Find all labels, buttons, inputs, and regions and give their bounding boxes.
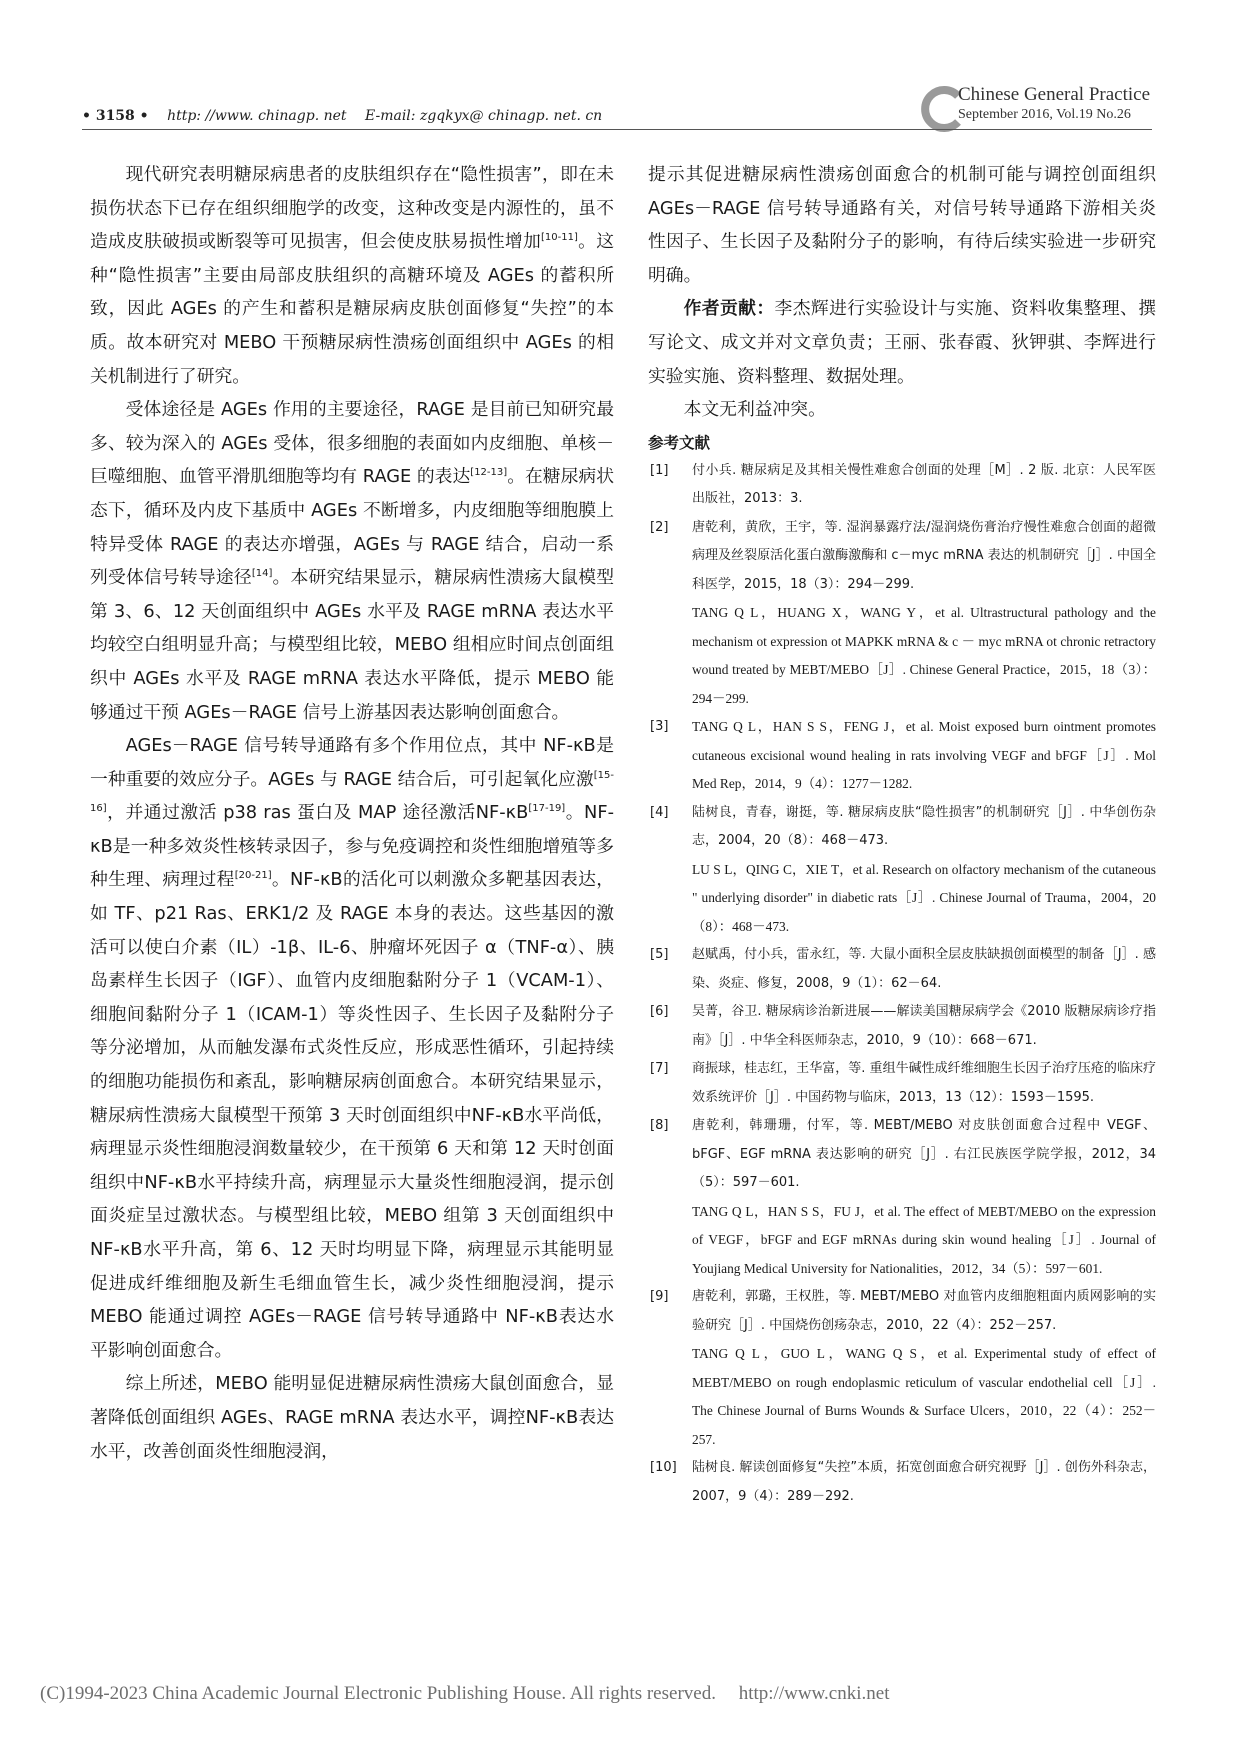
copyright-footer bbox=[40, 1683, 889, 1705]
reference-item bbox=[648, 998, 1156, 1055]
reference-chinese: 唐乾利，黄欣，王宇，等. 湿润暴露疗法/湿润烧伤膏治疗慢性难愈合创面的超微病理及丝裂原活化蛋白激酶激酶和 c－myc mRNA 表达的机制研究［J］. 中国全科医学，2015，18（3）：294－299. bbox=[692, 519, 1156, 592]
reference-list bbox=[648, 457, 1156, 1512]
reference-number: [1] bbox=[650, 462, 669, 478]
reference-chinese: 吴菁，谷卫. 糖尿病诊治新进展——解读美国糖尿病学会《2010 版糖尿病诊疗指南》［J］. 中华全科医师杂志，2010，9（10）：668－671. bbox=[692, 1004, 1156, 1048]
body-paragraph bbox=[90, 393, 614, 729]
journal-masthead bbox=[958, 84, 1150, 123]
paragraph-text: 。NF-κB的活化可以刺激众多靶基因表达，如 TF、p21 Ras、ERK1/2 及 RAGE 本身的表达。这些基因的激活可以使白介素（IL）-1β、IL-6、肿瘤坏死因子 α（TNF-α）、胰岛素样生长因子（IGF）、血管内皮细胞黏附分子 1（VCAM-1）、细胞间黏附分子 1（ICAM-1）等炎性因子、生长因子及黏附分子等分泌增加，从而触发瀑布式炎性反应，形成恶性循环，引起持续的细胞功能损伤和紊乱，影响糖尿病创面愈合。本研究结果显示，糖尿病性溃疡大鼠模型干预第 3 天时创面组织中NF-κB水平尚低，病理显示炎性细胞浸润数量较少，在干预第 6 天和第 12 天时创面组织中NF-κB水平持续升高，病理显示大量炎性细胞浸润，提示创面炎症呈过激状态。与模型组比较，MEBO 组第 3 天创面组织中NF-κB水平升高，第 6、12 天时均明显下降，病理显示其能明显促进成纤维细胞及新生毛细血管生长，减少炎性细胞浸润，提示 MEBO 能通过调控 AGEs－RAGE 信号转导通路中 NF-κB表达水平影响创面愈合。 bbox=[90, 869, 614, 1361]
contribution-text: 李杰辉进行实验设计与实施、资料收集整理、撰写论文、成文并对文章负责；王丽、张春霞、狄钾骐、李辉进行实验实施、资料整理、数据处理。 bbox=[648, 298, 1156, 387]
reference-item bbox=[648, 799, 1156, 942]
journal-issue: September 2016, Vol.19 No.26 bbox=[958, 107, 1131, 122]
paragraph-text: 。NF-κB是一种多效炎性核转录因子，参与免疫调控和炎性细胞增殖等多种生理、病理过程 bbox=[90, 802, 615, 891]
reference-item bbox=[648, 941, 1156, 998]
reference-english: TANG Q L，HAN S S，FENG J，et al. Moist exposed burn ointment promotes cutaneous excisional wound healing in rats involving VEGF and bFGF［J］. Mol Med Rep，2014，9（4）：1277－1282. bbox=[692, 719, 1156, 792]
paragraph-text: 受体途径是 AGEs 作用的主要途径，RAGE 是目前已知研究最多、较为深入的 AGEs 受体，很多细胞的表面如内皮细胞、单核－巨噬细胞、血管平滑肌细胞等均有 RAGE 的表达 bbox=[90, 399, 614, 488]
reference-number: [7] bbox=[650, 1061, 669, 1077]
body-paragraph bbox=[90, 729, 614, 1367]
references-heading: 参考文献 bbox=[648, 433, 711, 452]
reference-number: [2] bbox=[650, 519, 669, 535]
reference-item bbox=[648, 1055, 1156, 1112]
paragraph-text: 。在糖尿病状态下，循环及内皮下基质中 AGEs 不断增多，内皮细胞等细胞膜上特异受体 RAGE 的表达亦增强，AGEs 与 RAGE 结合，启动一系列受体信号转导途径 bbox=[90, 466, 614, 589]
reference-english: TANG Q L，HUANG X，WANG Y，et al. Ultrastructural pathology and the mechanism ot expression ot MAPKK mRNA & c － myc mRNA ot chronic retractory wound treated by MEBT/MEBO［J］. Chinese General Practice，2015，18（3）：294－299. bbox=[692, 605, 1156, 706]
conflict-statement: 本文无利益冲突。 bbox=[683, 399, 826, 421]
paragraph-text: 。这种“隐性损害”主要由局部皮肤组织的高糖环境及 AGEs 的蓄积所致，因此 AGEs 的产生和蓄积是糖尿病皮肤创面修复“失控”的本质。故本研究对 MEBO 干预糖尿病性溃疡创面组织中 AGEs 的相关机制进行了研究。 bbox=[90, 231, 614, 387]
running-header bbox=[82, 108, 602, 124]
reference-item bbox=[648, 1283, 1156, 1454]
left-column bbox=[90, 158, 614, 1468]
reference-item bbox=[648, 1112, 1156, 1283]
page-number: • 3158 • bbox=[82, 108, 149, 124]
author-contribution bbox=[648, 292, 1156, 393]
reference-number: [10] bbox=[650, 1460, 677, 1476]
citation: [10-11] bbox=[541, 232, 578, 244]
reference-chinese: 唐乾利，韩珊珊，付军，等. MEBT/MEBO 对皮肤创面愈合过程中 VEGF、bFGF、EGF mRNA 表达影响的研究［J］. 右江民族医学院学报，2012，34（5）：597－601. bbox=[692, 1118, 1156, 1191]
reference-chinese: 唐乾利，郭璐，王权胜，等. MEBT/MEBO 对血管内皮细胞粗面内质网影响的实验研究［J］. 中国烧伤创疡杂志，2010，22（4）：252－257. bbox=[692, 1289, 1156, 1333]
journal-email: E-mail: zgqkyx@ chinagp. net. cn bbox=[365, 108, 603, 124]
reference-english: LU S L，QING C，XIE T，et al. Research on olfactory mechanism of the cutaneous " underlying disorder" in diabetic rats［J］. Chinese Journal of Trauma，2004，20（8）：468－473. bbox=[692, 861, 1156, 934]
paragraph-text: 现代研究表明糖尿病患者的皮肤组织存在“隐性损害”，即在未损伤状态下已存在组织细胞学的改变，这种改变是内源性的，虽不造成皮肤破损或断裂等可见损害，但会使皮肤易损性增加 bbox=[90, 164, 614, 253]
reference-number: [6] bbox=[650, 1004, 669, 1020]
reference-number: [5] bbox=[650, 947, 669, 963]
body-paragraph-continued: 提示其促进糖尿病性溃疡创面愈合的机制可能与调控创面组织 AGEs－RAGE 信号转导通路有关，对信号转导通路下游相关炎性因子、生长因子及黏附分子的影响，有待后续实验进一步研究明确。 bbox=[648, 164, 1156, 286]
paragraph-text: 综上所述，MEBO 能明显促进糖尿病性溃疡大鼠创面愈合，显著降低创面组织 AGEs、RAGE mRNA 表达水平，调控NF-κB表达水平，改善创面炎性细胞浸润， bbox=[90, 1373, 614, 1462]
reference-number: [4] bbox=[650, 804, 669, 820]
reference-chinese: 陆树良. 解读创面修复“失控”本质，拓宽创面愈合研究视野［J］. 创伤外科杂志，2007，9（4）：289－292. bbox=[692, 1460, 1156, 1504]
right-column bbox=[648, 158, 1156, 1511]
journal-website: http: //www. chinagp. net bbox=[167, 108, 347, 124]
contribution-label: 作者贡献： bbox=[683, 298, 775, 320]
reference-chinese: 商振球，桂志红，王华富，等. 重组牛碱性成纤维细胞生长因子治疗压疮的临床疗效系统评价［J］. 中国药物与临床，2013，13（12）：1593－1595. bbox=[692, 1061, 1156, 1105]
reference-chinese: 陆树良，青春，谢挺，等. 糖尿病皮肤“隐性损害”的机制研究［J］. 中华创伤杂志，2004，20（8）：468－473. bbox=[692, 804, 1156, 849]
paragraph-text: AGEs－RAGE 信号转导通路有多个作用位点，其中 NF-κB是一种重要的效应分子。AGEs 与 RAGE 结合后，可引起氧化应激 bbox=[90, 735, 614, 790]
header-rule bbox=[82, 129, 1152, 130]
reference-item bbox=[648, 1454, 1156, 1511]
citation: [14] bbox=[251, 568, 273, 580]
cnki-link[interactable]: http://www.cnki.net bbox=[738, 1683, 890, 1704]
reference-item bbox=[648, 514, 1156, 714]
reference-number: [9] bbox=[650, 1289, 669, 1305]
body-paragraph bbox=[90, 158, 614, 393]
reference-chinese: 赵赋禹，付小兵，雷永红，等. 大鼠小面积全层皮肤缺损创面模型的制备［J］. 感染、炎症、修复，2008，9（1）：62－64. bbox=[692, 947, 1156, 991]
reference-english: TANG Q L，HAN S S，FU J，et al. The effect of MEBT/MEBO on the expression of VEGF，bFGF and EGF mRNAs during skin wound healing［J］. Journal of Youjiang Medical University for Nationalities，2012，34（5）：597－601. bbox=[692, 1203, 1156, 1276]
citation: [15-16] bbox=[90, 769, 614, 815]
reference-item bbox=[648, 713, 1156, 799]
reference-english: TANG Q L，GUO L，WANG Q S，et al. Experimental study of effect of MEBT/MEBO on rough endoplasmic reticulum of vascular endothelial cell［J］. The Chinese Journal of Burns Wounds & Surface Ulcers，2010，22（4）：252－257. bbox=[692, 1346, 1156, 1447]
journal-name: Chinese General Practice bbox=[958, 84, 1151, 105]
citation: [12-13] bbox=[470, 467, 508, 479]
reference-chinese: 付小兵. 糖尿病足及其相关慢性难愈合创面的处理［M］. 2 版. 北京：人民军医出版社，2013：3. bbox=[692, 462, 1156, 507]
citation: [17-19] bbox=[528, 803, 566, 815]
reference-item bbox=[648, 457, 1156, 514]
paragraph-text: 。本研究结果显示，糖尿病性溃疡大鼠模型第 3、6、12 天创面组织中 AGEs 水平及 RAGE mRNA 表达水平均较空白组明显升高；与模型组比较，MEBO 组相应时间点创面组织中 AGEs 水平及 RAGE mRNA 表达水平降低，提示 MEBO 能够通过干预 AGEs－RAGE 信号上游基因表达影响创面愈合。 bbox=[90, 567, 614, 723]
reference-number: [8] bbox=[650, 1118, 669, 1134]
body-paragraph bbox=[90, 1367, 614, 1468]
copyright-text: (C)1994-2023 China Academic Journal Electronic Publishing House. All rights reserved. bbox=[40, 1683, 716, 1704]
reference-number: [3] bbox=[650, 719, 669, 735]
citation: [20-21] bbox=[234, 870, 272, 882]
paragraph-text: ，并通过激活 p38 ras 蛋白及 MAP 途径激活NF-κB bbox=[106, 802, 529, 824]
